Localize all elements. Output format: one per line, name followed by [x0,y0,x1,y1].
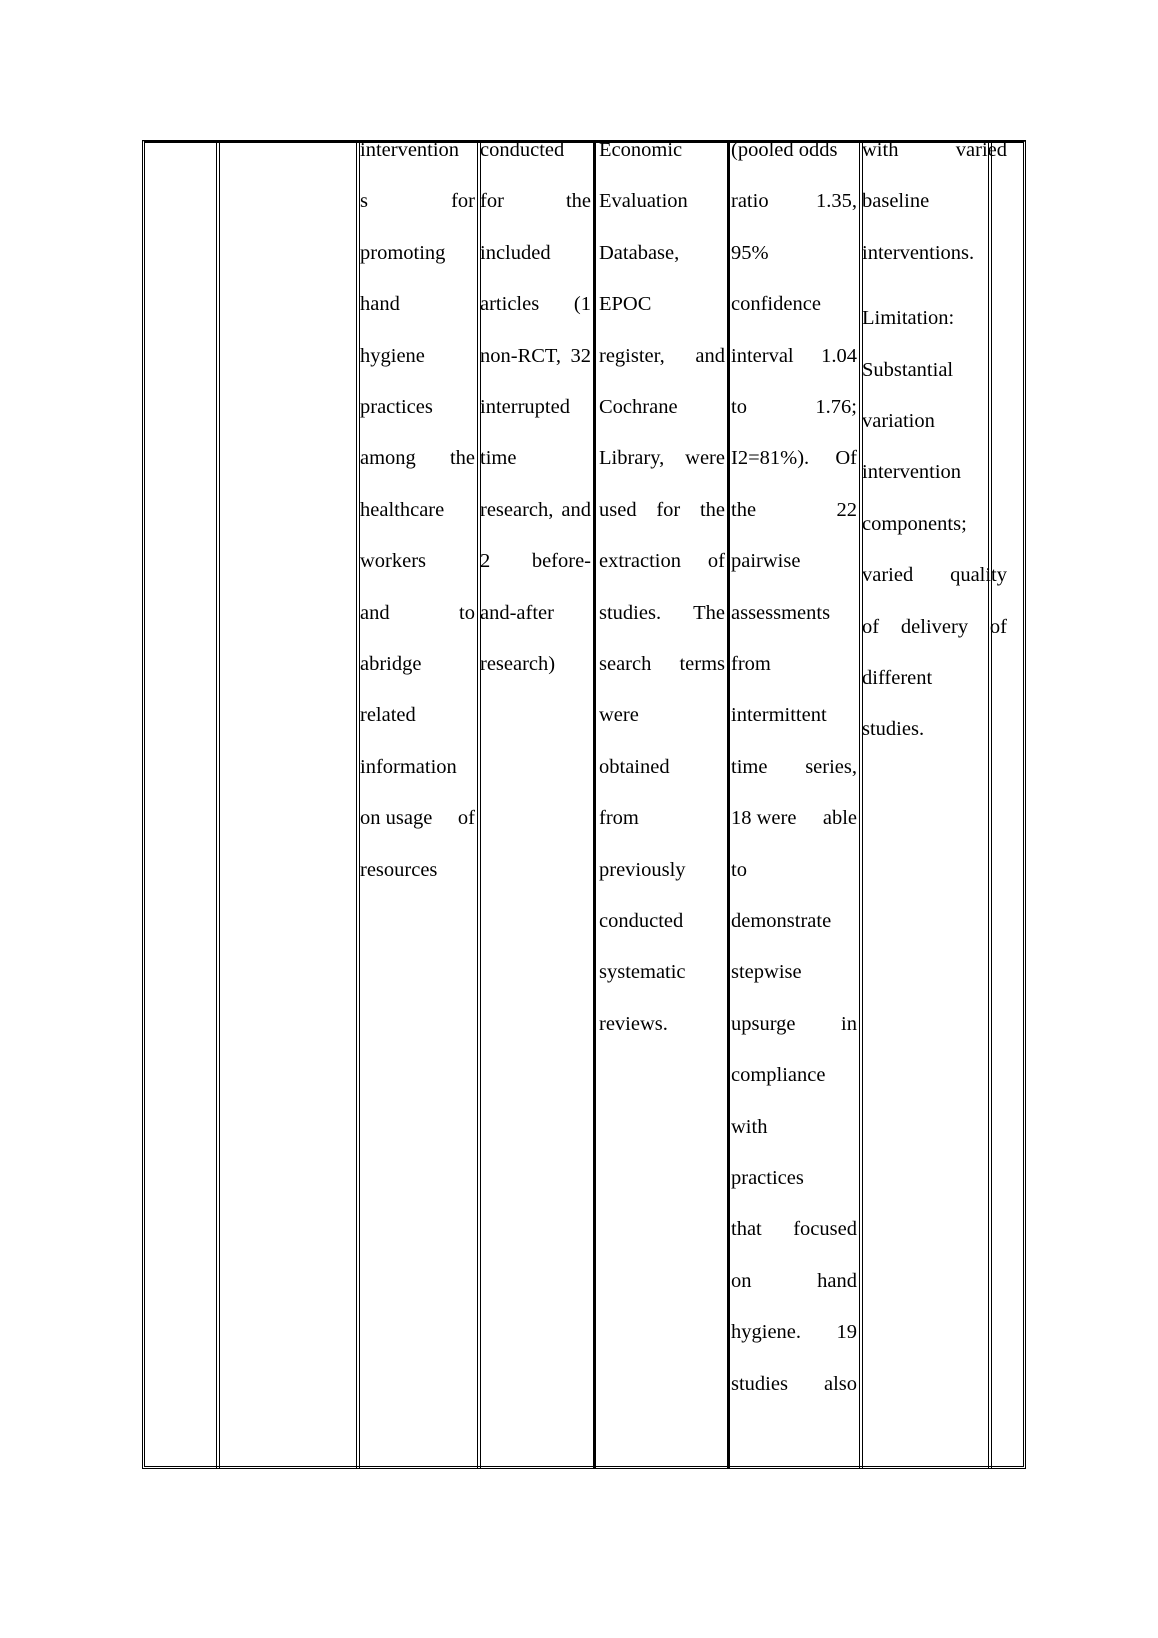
cell-word: intervention [862,461,962,484]
cell-word: research) [480,653,556,675]
cell-text-line [360,444,475,472]
column-divider [988,140,989,1469]
column-divider [477,140,478,1469]
cell-word: with [731,1115,768,1138]
cell-word: 22 [836,498,857,521]
cell-text-line [360,290,475,318]
cell-word: The [693,601,725,624]
cell-word: for [480,190,504,213]
cell-text-line [480,187,591,215]
cell-word: for [656,498,681,521]
cell-word: on [731,1269,752,1292]
cell-text-line [599,547,725,575]
cell-word: compliance [731,1064,826,1087]
cell-word: varied [955,139,1007,161]
cell-word: obtained [599,755,670,778]
cell-word: before- [531,550,591,573]
cell-text-line [731,1318,857,1346]
cell-word: varied [862,564,914,587]
cell-word: and-after [480,601,554,624]
cell-word: workers [360,550,427,573]
cell-text-line [862,407,1007,435]
cell-word: to [731,858,747,881]
cell-text-line [480,547,591,575]
cell-word: hand [360,293,400,316]
cell-word: to [459,601,475,624]
cell-word: (pooled odds [731,139,838,161]
cell-text-line [731,1215,857,1243]
cell-word: (1 [573,293,591,316]
cell-word: baseline [862,190,930,213]
cell-text-line [360,136,475,164]
cell-word: interventions. [862,241,975,264]
cell-text-line [599,496,725,524]
cell-text-line [599,444,725,472]
column-divider [356,140,357,1469]
cell-word: and [695,344,725,367]
table-cell-empty [145,140,215,1469]
cell-word: among [360,447,416,470]
cell-text-line [360,599,475,627]
cell-word: Database, [599,241,680,264]
cell-word: interrupted [480,396,570,418]
cell-word: the [565,190,591,213]
cell-word: in [841,1012,857,1035]
cell-word: interval [731,344,794,367]
cell-text-line [480,342,591,370]
cell-text-line [731,1370,857,1398]
cell-word: upsurge [731,1012,796,1035]
cell-text-line [731,958,857,986]
cell-word: confidence [731,293,821,316]
cell-word: systematic [599,961,686,984]
cell-word: I2=81%). [731,447,810,470]
cell-word: practices [731,1167,804,1189]
cell-word: EPOC [599,293,652,316]
cell-text-line [480,599,591,627]
cell-word: used [599,498,637,521]
cell-word: related [360,704,416,727]
cell-word: were [599,704,639,727]
cell-word: demonstrate [731,910,832,932]
cell-word: articles [480,293,540,316]
cell-word: terms [679,653,725,675]
table-cell-empty [222,140,354,1469]
cell-text-line [862,510,1007,538]
cell-word: Of [835,447,857,470]
cell-word: reviews. [599,1012,668,1035]
evidence-table [142,140,1026,1469]
cell-word: on usage [360,807,433,830]
cell-text-line [360,856,475,884]
cell-text-line [731,753,857,781]
cell-text-line [731,290,857,318]
cell-text-line [731,599,857,627]
cell-word: the [449,447,475,470]
cell-text-line [862,239,1007,267]
cell-word: research, [480,498,554,521]
cell-text-line [599,650,725,678]
cell-text-line [360,804,475,832]
cell-text-line [862,613,1007,641]
cell-word: 1.04 [821,344,857,367]
cell-text-line [599,599,725,627]
cell-text-line [731,907,857,935]
cell-word: of [707,550,725,573]
cell-text-line [480,393,591,421]
cell-word: previously [599,858,686,881]
cell-word: included [480,241,551,264]
cell-word: promoting [360,241,446,264]
cell-text-line [599,753,725,781]
cell-text-line [731,136,857,164]
cell-word: delivery [900,615,969,638]
cell-word: Substantial [862,358,954,381]
cell-word: pairwise [731,550,801,573]
cell-text-line [599,856,725,884]
cell-word: non-RCT, [480,344,562,367]
cell-text-line [731,1113,857,1141]
cell-text-line [731,1164,857,1192]
cell-word: for [451,190,475,213]
cell-text-line [599,393,725,421]
cell-text-line [360,547,475,575]
cell-word: quality [950,564,1007,587]
cell-text-line [862,136,1007,164]
cell-text-line [731,342,857,370]
cell-text-line [599,239,725,267]
cell-text-line [731,444,857,472]
cell-word: of [457,807,475,830]
cell-text-line [731,547,857,575]
column-divider [216,140,217,1469]
cell-word: Library, [599,447,665,470]
cell-text-line [731,1010,857,1038]
cell-text-line [480,496,591,524]
cell-text-line [360,753,475,781]
cell-word: ratio [731,190,769,213]
cell-word: studies [731,1372,788,1395]
cell-word: time [731,755,768,778]
cell-word: series, [805,755,857,778]
cell-text-line [862,458,1007,486]
cell-word: abridge [360,653,422,675]
cell-word: studies. [599,601,662,624]
cell-word: 1.76; [815,396,857,418]
cell-text-line [480,136,591,164]
cell-text-line [599,701,725,729]
cell-word: hand [817,1269,857,1292]
cell-word: resources [360,858,438,881]
cell-text-line [731,804,857,832]
cell-text-line [360,342,475,370]
cell-word: from [599,807,639,830]
cell-word: Economic [599,139,683,161]
cell-word: also [823,1372,857,1395]
cell-text-line [862,664,1007,692]
cell-text-line [599,342,725,370]
cell-text-line [862,356,1007,384]
cell-word: stepwise [731,961,802,984]
cell-word: studies. [862,718,925,741]
cell-word: 95% [731,241,769,264]
cell-text-line [862,561,1007,589]
cell-text-line [480,444,591,472]
cell-text-line [480,239,591,267]
cell-word: conducted [480,139,565,161]
cell-word: search [599,653,652,675]
cell-text-line [731,856,857,884]
cell-word: hygiene [360,344,425,367]
cell-word: 2 [480,550,491,573]
cell-text-line [599,290,725,318]
cell-word: extraction [599,550,681,573]
cell-word: s [360,190,368,213]
cell-word: of [862,615,880,638]
cell-text-line [360,650,475,678]
cell-word: and [360,601,390,624]
cell-text-line [731,1061,857,1089]
cell-word: components; [862,512,967,535]
cell-word: to [731,396,747,418]
cell-text-line [599,907,725,935]
cell-text-line [599,187,725,215]
cell-word: variation [862,410,935,432]
cell-word: hygiene. [731,1321,802,1344]
cell-text-line [731,701,857,729]
cell-word: and [561,498,591,521]
cell-text-line [862,715,1007,743]
cell-text-line [731,187,857,215]
cell-word: intervention [360,139,460,161]
cell-word: from [731,653,771,675]
cell-word: intermittent [731,704,827,727]
cell-word: different [862,667,933,689]
cell-text-line [360,701,475,729]
cell-word: register, [599,344,665,367]
cell-text-line [360,239,475,267]
cell-word: with [862,139,899,161]
cell-word: 19 [836,1321,857,1344]
cell-text-line [599,136,725,164]
cell-word: conducted [599,910,684,932]
cell-word: information [360,755,457,778]
cell-text-line [599,1010,725,1038]
column-divider [727,140,730,1469]
column-divider [859,140,860,1469]
cell-word: Cochrane [599,396,678,418]
cell-text-line [731,496,857,524]
cell-word: 1.35, [816,190,857,213]
cell-word: 18 were [731,807,797,830]
cell-word: Limitation: [862,307,955,330]
cell-text-line [731,393,857,421]
cell-word: that [731,1218,762,1241]
cell-text-line [731,1267,857,1295]
cell-word: able [822,807,857,830]
cell-word: healthcare [360,498,445,521]
cell-word: were [685,447,725,470]
cell-text-line [862,304,1007,332]
cell-word: the [699,498,725,521]
cell-text-line [360,187,475,215]
cell-word: time [480,447,517,470]
cell-word: Evaluation [599,190,688,213]
cell-text-line [599,958,725,986]
cell-word: of [989,615,1007,638]
cell-word: practices [360,396,433,418]
cell-text-line [731,239,857,267]
cell-word: 32 [570,344,591,367]
cell-text-line [599,804,725,832]
cell-word: the [731,498,757,521]
cell-text-line [480,650,591,678]
cell-text-line [480,290,591,318]
cell-text-line [862,187,1007,215]
cell-text-line [360,496,475,524]
column-divider [593,140,596,1469]
cell-text-line [360,393,475,421]
cell-word: assessments [731,601,831,624]
cell-text-line [731,650,857,678]
cell-word: focused [793,1218,857,1241]
